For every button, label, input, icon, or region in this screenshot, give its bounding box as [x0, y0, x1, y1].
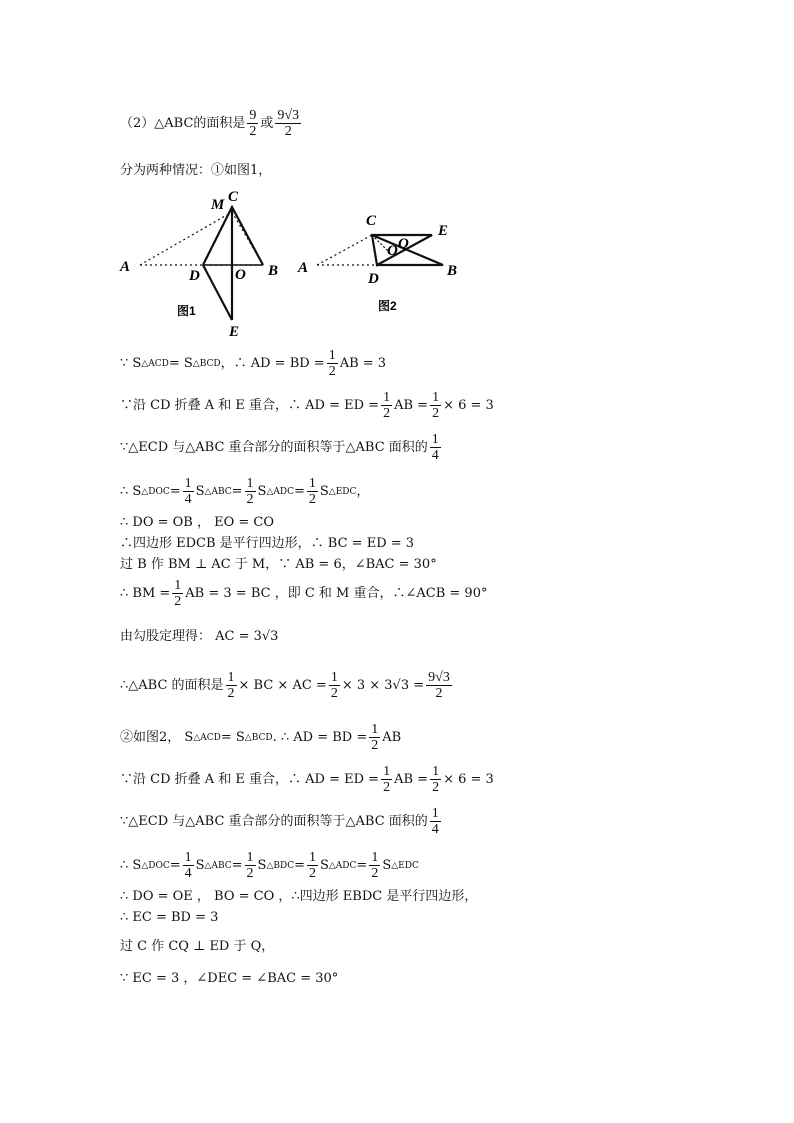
fraction: [329, 670, 340, 701]
text: S: [257, 483, 267, 499]
subscript: △EDC: [328, 486, 357, 497]
fraction-num: 9√3: [428, 670, 450, 685]
text: =: [231, 483, 243, 499]
text: ∵△ECD 与△ABC 重合部分的面积等于△ABC 面积的: [120, 813, 428, 829]
text: =: [169, 857, 181, 873]
fraction: [245, 476, 256, 507]
fraction-den: 2: [249, 124, 257, 139]
subscript: △ABC: [204, 860, 232, 871]
fraction-den: 2: [284, 124, 292, 139]
fraction-num: 1: [328, 348, 336, 363]
text: × 6 = 3: [443, 397, 494, 413]
fraction-num: 1: [184, 476, 192, 491]
subscript: △ACD: [141, 358, 169, 369]
fraction-den: 2: [227, 686, 235, 701]
fraction: [426, 670, 452, 701]
proof-line: ∴四边形 EDCB 是平行四边形，∴ BC = ED = 3: [120, 536, 415, 551]
answer-line: [120, 108, 303, 139]
fraction: [369, 850, 380, 881]
text: S: [195, 483, 205, 499]
proof-line: [120, 476, 369, 507]
label-q: Q: [398, 236, 409, 252]
fraction: [245, 850, 256, 881]
fraction: [369, 722, 380, 753]
text: ②如图2， S: [120, 729, 194, 745]
fraction-num: 1: [227, 670, 235, 685]
fraction: [430, 806, 441, 837]
text: ，: [356, 483, 370, 499]
text: （2）△ABC的面积是: [120, 115, 246, 131]
text: ∴ S: [120, 483, 142, 499]
fraction-num: 1: [431, 806, 439, 821]
fraction: [247, 108, 258, 139]
fraction-num: 1: [371, 850, 379, 865]
proof-line: [120, 670, 454, 701]
label-e: E: [229, 324, 240, 340]
fraction-num: 1: [371, 722, 379, 737]
text: S: [257, 857, 267, 873]
label-d: D: [189, 268, 200, 284]
text: . ∴ AD = BD =: [272, 729, 368, 745]
label-c: C: [366, 213, 377, 229]
label-m: M: [211, 197, 225, 213]
fraction-den: 2: [371, 866, 379, 881]
dotted-line-ac: [317, 235, 372, 265]
text: × 3 × 3√3 =: [341, 677, 425, 693]
fraction: [381, 764, 392, 795]
fraction-num: 1: [308, 850, 316, 865]
text: = S: [220, 729, 245, 745]
text: ∴△ABC 的面积是: [120, 677, 224, 693]
text: × 6 = 3: [443, 771, 494, 787]
label-b: B: [447, 263, 458, 279]
fraction-den: 4: [431, 448, 439, 463]
fraction-num: 1: [330, 670, 338, 685]
proof-line: 过 C 作 CQ ⊥ ED 于 Q，: [120, 939, 275, 954]
text: AB =: [394, 771, 429, 787]
text: ∵沿 CD 折叠 A 和 E 重合，∴ AD = ED =: [120, 397, 380, 413]
fraction-num: 1: [246, 850, 254, 865]
figure-caption: 图1: [177, 304, 196, 318]
label-b: B: [268, 263, 279, 279]
fraction-num: 1: [308, 476, 316, 491]
fraction: [275, 108, 301, 139]
fraction-num: 1: [431, 432, 439, 447]
fraction: [172, 578, 183, 609]
fraction-den: 4: [431, 822, 439, 837]
subscript: △BDC: [266, 860, 295, 871]
fraction-num: 1: [174, 578, 182, 593]
text: ∵ S: [120, 355, 142, 371]
dotted-line-am: [140, 212, 232, 265]
line-de: [203, 265, 232, 320]
case-intro: 分为两种情况：①如图1，: [120, 163, 272, 178]
subscript: △ADC: [266, 486, 294, 497]
text: ∴ BM =: [120, 585, 171, 601]
text: 或: [260, 115, 274, 131]
fraction-num: 1: [383, 764, 391, 779]
text: =: [231, 857, 243, 873]
fraction-num: 1: [184, 850, 192, 865]
proof-line: ∴ DO = OE ， BO = CO ，∴四边形 EBDC 是平行四边形，: [120, 889, 478, 904]
proof-line: 由勾股定理得： AC = 3√3: [120, 629, 279, 644]
fraction-den: 2: [432, 780, 440, 795]
text: AB: [382, 729, 402, 745]
text: AB = 3: [339, 355, 387, 371]
proof-line: ∵ EC = 3 ，∠DEC = ∠BAC = 30°: [120, 971, 339, 986]
fraction: [183, 850, 194, 881]
label-o: O: [387, 243, 398, 259]
fraction-num: 9√3: [277, 108, 300, 123]
fraction-den: 4: [184, 866, 192, 881]
proof-line: 过 B 作 BM ⊥ AC 于 M，∵ AB = 6，∠BAC = 30°: [120, 557, 437, 572]
fraction-den: 2: [383, 780, 391, 795]
fraction-den: 2: [246, 866, 254, 881]
text: S: [195, 857, 205, 873]
text: =: [293, 483, 305, 499]
fraction-den: 2: [435, 686, 443, 701]
fraction-den: 2: [371, 738, 379, 753]
subscript: △ABC: [204, 486, 232, 497]
label-e: E: [438, 223, 449, 239]
figure-2: [295, 205, 475, 315]
text: S: [382, 857, 392, 873]
text: S: [319, 857, 329, 873]
proof-line: [120, 578, 487, 609]
subscript: △BCD: [244, 732, 273, 743]
fraction-den: 2: [383, 406, 391, 421]
subscript: △DOC: [141, 486, 170, 497]
fraction: [327, 348, 338, 379]
text: ，∴ AD = BD =: [220, 355, 325, 371]
text: ∵△ECD 与△ABC 重合部分的面积等于△ABC 面积的: [120, 439, 428, 455]
proof-line: [120, 390, 494, 421]
proof-line: ∴ EC = BD = 3: [120, 910, 219, 925]
fraction: [307, 850, 318, 881]
text: × BC × AC =: [238, 677, 327, 693]
fraction-den: 2: [432, 406, 440, 421]
subscript: △BCD: [192, 358, 221, 369]
proof-line: ∴ DO = OB ， EO = CO: [120, 515, 275, 530]
text: =: [356, 857, 368, 873]
figure-caption: 图2: [378, 299, 397, 313]
proof-line: [120, 722, 401, 753]
proof-line: [120, 764, 494, 795]
subscript: △DOC: [141, 860, 170, 871]
text: AB = 3 = BC ，即 C 和 M 重合，∴∠ACB = 90°: [185, 585, 488, 601]
text: AB =: [394, 397, 429, 413]
fraction: [430, 432, 441, 463]
text: ∵沿 CD 折叠 A 和 E 重合，∴ AD = ED =: [120, 771, 380, 787]
text: S: [319, 483, 329, 499]
text: =: [294, 857, 305, 873]
label-o: O: [235, 267, 246, 283]
figure-1: [115, 185, 295, 340]
fraction: [226, 670, 237, 701]
text: =: [169, 483, 181, 499]
fraction-den: 2: [174, 594, 182, 609]
fraction-den: 2: [308, 492, 316, 507]
fraction: [183, 476, 194, 507]
label-c: C: [228, 189, 239, 205]
label-a: A: [120, 259, 131, 275]
proof-line: [120, 348, 386, 379]
text: ∴ S: [120, 857, 142, 873]
fraction-den: 4: [184, 492, 192, 507]
fraction-den: 2: [328, 364, 336, 379]
fraction-num: 1: [432, 390, 440, 405]
fraction-den: 2: [246, 492, 254, 507]
fraction-num: 1: [432, 764, 440, 779]
label-d: D: [368, 271, 379, 287]
fraction: [307, 476, 318, 507]
fraction: [430, 764, 441, 795]
label-a: A: [298, 260, 309, 276]
fraction-den: 2: [330, 686, 338, 701]
proof-line: [120, 432, 443, 463]
subscript: △ACD: [193, 732, 221, 743]
proof-line: [120, 850, 419, 881]
text: = S: [168, 355, 193, 371]
subscript: △EDC: [391, 860, 419, 871]
fraction-den: 2: [308, 866, 316, 881]
fraction-num: 1: [383, 390, 391, 405]
subscript: △ADC: [328, 860, 357, 871]
fraction-num: 1: [246, 476, 254, 491]
proof-line: [120, 806, 443, 837]
fraction-num: 9: [249, 108, 257, 123]
fraction: [430, 390, 441, 421]
fraction: [381, 390, 392, 421]
